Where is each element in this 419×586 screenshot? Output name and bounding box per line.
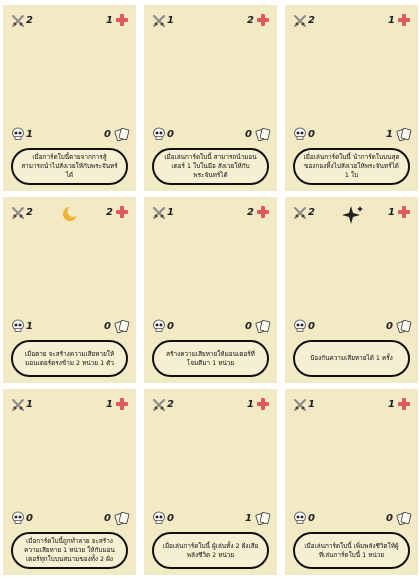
crossed-swords-icon (11, 398, 25, 412)
attack-value: 1 (26, 399, 33, 410)
kill-value: 0 (167, 513, 174, 524)
card-description: เมื่อเล่นการ์ดใบนี้ เพิ่มพลังชีวิตให้ผู้ที่เล่นการ์ดใบนี้ 1 หน่วย (293, 532, 410, 569)
skull-icon (293, 319, 307, 333)
crossed-swords-icon (293, 206, 307, 220)
attack-value: 1 (167, 15, 174, 26)
heal-value: 1 (388, 15, 395, 26)
card-description: เมื่อเล่นการ์ดใบนี้ นำการ์ดใบบนสุดของกองทิ้งไปสังเวยให้พระจันทร์ได้ 1 ใบ (293, 148, 410, 185)
card-description: เมื่อการ์ดใบนี้ตายจากการสู้ สามารถนำไปสังเวยให้กับพระจันทร์ได้ (11, 148, 128, 185)
card-description: เมื่อเล่นการ์ดใบนี้ ผู้เล่นทั้ง 2 ฝั่งเสียพลังชีวิต 2 หน่วย (152, 532, 269, 569)
skull-icon (11, 127, 25, 141)
red-cross-icon (256, 397, 270, 411)
card-7[interactable] (3, 389, 136, 575)
card-8[interactable] (144, 389, 277, 575)
card-description: เมื่อตาย จะสร้างความเสียหายให้มอนเตอร์ตรงข้าม 2 หน่วย 1 ตัว (11, 340, 128, 377)
attack-value: 1 (308, 399, 315, 410)
attack-value: 2 (308, 15, 315, 26)
red-cross-icon (115, 397, 129, 411)
card-3[interactable] (285, 5, 418, 191)
crossed-swords-icon (152, 398, 166, 412)
draw-value: 0 (104, 129, 111, 140)
draw-value: 0 (386, 321, 393, 332)
skull-icon (293, 127, 307, 141)
card-description: เมื่อการ์ดใบนี้ถูกทำลาย จะสร้างความเสียหาย 1 หน่วย ให้กับมอนเตอร์ทุกใบบนสนามของทั้ง 2 ฝั่ง (11, 532, 128, 569)
red-cross-icon (397, 13, 411, 27)
attack-value: 2 (26, 15, 33, 26)
crossed-swords-icon (11, 14, 25, 28)
sparkle-icon (341, 205, 365, 225)
card-4[interactable] (3, 197, 136, 383)
heal-value: 1 (106, 15, 113, 26)
draw-value: 0 (104, 321, 111, 332)
crossed-swords-icon (152, 14, 166, 28)
kill-value: 0 (308, 513, 315, 524)
attack-value: 1 (167, 207, 174, 218)
heal-value: 1 (388, 207, 395, 218)
kill-value: 1 (26, 129, 33, 140)
kill-value: 0 (308, 129, 315, 140)
card-description: เมื่อเล่นการ์ดใบนี้ สามารถนำมอนเตอร์ 1 ใบในมือ สังเวยให้กับพระจันทร์ได้ (152, 148, 269, 185)
card-1[interactable] (3, 5, 136, 191)
heal-value: 1 (247, 399, 254, 410)
skull-icon (11, 319, 25, 333)
attack-value: 2 (308, 207, 315, 218)
card-9[interactable] (285, 389, 418, 575)
card-6[interactable] (285, 197, 418, 383)
heal-value: 1 (106, 399, 113, 410)
draw-value: 0 (104, 513, 111, 524)
kill-value: 0 (167, 129, 174, 140)
attack-value: 2 (167, 399, 174, 410)
kill-value: 0 (26, 513, 33, 524)
attack-value: 2 (26, 207, 33, 218)
crossed-swords-icon (293, 398, 307, 412)
heal-value: 2 (247, 207, 254, 218)
red-cross-icon (397, 397, 411, 411)
draw-value: 0 (245, 321, 252, 332)
draw-value: 1 (386, 129, 393, 140)
skull-icon (293, 511, 307, 525)
cards-icon (114, 318, 130, 334)
skull-icon (11, 511, 25, 525)
card-description: ป้องกันความเสียหายได้ 1 ครั้ง (293, 340, 410, 377)
red-cross-icon (115, 13, 129, 27)
skull-icon (152, 319, 166, 333)
red-cross-icon (256, 205, 270, 219)
kill-value: 1 (26, 321, 33, 332)
red-cross-icon (115, 205, 129, 219)
cards-icon (114, 126, 130, 142)
kill-value: 0 (167, 321, 174, 332)
crossed-swords-icon (11, 206, 25, 220)
red-cross-icon (256, 13, 270, 27)
heal-value: 2 (247, 15, 254, 26)
heal-value: 1 (388, 399, 395, 410)
cards-icon (396, 126, 412, 142)
card-2[interactable] (144, 5, 277, 191)
draw-value: 0 (386, 513, 393, 524)
skull-icon (152, 511, 166, 525)
card-5[interactable] (144, 197, 277, 383)
cards-icon (396, 318, 412, 334)
card-description: สร้างความเสียหายให้มอนเตอร์ที่โจมตีมา 1 หน่วย (152, 340, 269, 377)
heal-value: 2 (106, 207, 113, 218)
skull-icon (152, 127, 166, 141)
cards-icon (396, 510, 412, 526)
cards-icon (255, 126, 271, 142)
cards-icon (255, 510, 271, 526)
cards-icon (114, 510, 130, 526)
kill-value: 0 (308, 321, 315, 332)
cards-icon (255, 318, 271, 334)
draw-value: 1 (245, 513, 252, 524)
crossed-swords-icon (293, 14, 307, 28)
red-cross-icon (397, 205, 411, 219)
draw-value: 0 (245, 129, 252, 140)
moon-icon (62, 206, 78, 222)
crossed-swords-icon (152, 206, 166, 220)
